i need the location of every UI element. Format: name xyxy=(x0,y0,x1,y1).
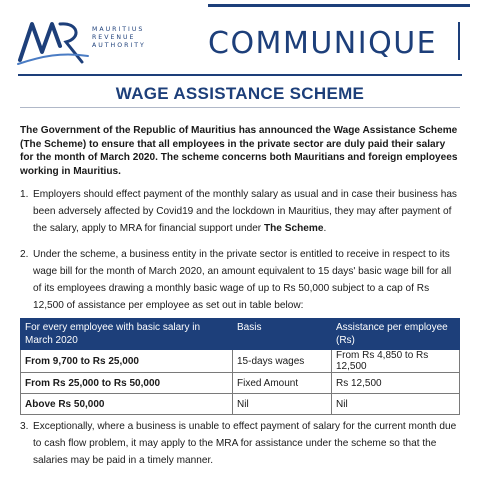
table-cell-salary: Above Rs 50,000 xyxy=(21,394,233,415)
logo-line-1: MAURITIUS xyxy=(92,26,145,33)
point-2 xyxy=(20,246,460,314)
point-1-body xyxy=(33,186,460,237)
header-divider xyxy=(18,74,462,76)
table-cell-basis: Fixed Amount xyxy=(233,373,332,394)
table-header-assistance: Assistance per employee (Rs) xyxy=(332,319,460,350)
communique-heading: COMMUNIQUE xyxy=(208,26,438,61)
table-row xyxy=(21,394,460,415)
page-title: WAGE ASSISTANCE SCHEME xyxy=(115,84,365,103)
point-2-text: Under the scheme, a business entity in the private sector is entitled to receive in respect to its wage bill for the month of March 2020, an amount equivalent to 15 days' basic wage bill for all of its employees drawing a monthly basic wage of up to Rs 50,000 subject to a cap of Rs 12,500 of assistance per employee as set out in table below: xyxy=(33,249,452,311)
logo-line-3: AUTHORITY xyxy=(92,42,146,49)
table-row xyxy=(21,350,460,373)
point-1-end: . xyxy=(323,223,327,234)
table-cell-assistance: Nil xyxy=(332,394,460,415)
point-3 xyxy=(20,418,460,469)
header-side-bar xyxy=(458,22,460,60)
table-cell-salary: From Rs 25,000 to Rs 50,000 xyxy=(21,373,233,394)
table-cell-basis: 15-days wages xyxy=(233,350,332,373)
point-3-number: 3. xyxy=(20,421,29,432)
table-cell-salary: From 9,700 to Rs 25,000 xyxy=(21,350,233,373)
point-3-text: Exceptionally, where a business is unable to effect payment of salary for the current month due to cash flow problem, it may apply to the MRA for assistance under the scheme so that the salaries may be paid in a timely manner. xyxy=(33,421,457,466)
mra-logo-icon xyxy=(16,16,92,68)
table-header-basis: Basis xyxy=(233,319,332,350)
title-divider xyxy=(20,107,460,108)
point-1-emphasis: The Scheme xyxy=(263,223,324,234)
logo-line-2: REVENUE xyxy=(92,34,136,41)
point-2-number: 2. xyxy=(20,249,29,260)
mra-logo xyxy=(16,16,146,68)
table-header-row xyxy=(21,319,460,350)
assistance-table xyxy=(20,318,460,415)
table-row xyxy=(21,373,460,394)
point-1-number: 1. xyxy=(20,189,29,200)
point-1 xyxy=(20,186,460,237)
intro-paragraph: The Government of the Republic of Mauritius has announced the Wage Assistance Scheme (The Scheme) to ensure that all employees in the private sector are duly paid their salary for the month of March 2020. The scheme concerns both Mauritians and foreign employees working in Mauritius. xyxy=(20,125,458,177)
header-top-rule xyxy=(208,4,470,7)
table-header-salary: For every employee with basic salary in March 2020 xyxy=(21,319,233,350)
table-cell-assistance: From Rs 4,850 to Rs 12,500 xyxy=(332,350,460,373)
table-cell-assistance: Rs 12,500 xyxy=(332,373,460,394)
table-cell-basis: Nil xyxy=(233,394,332,415)
logo-wordmark xyxy=(92,26,146,50)
point-1-text: Employers should effect payment of the monthly salary as usual and in case their business has been adversely affected by Covid19 and the lockdown in Mauritius, they may after payment of the salary, apply to MRA for financial support under xyxy=(33,189,457,234)
